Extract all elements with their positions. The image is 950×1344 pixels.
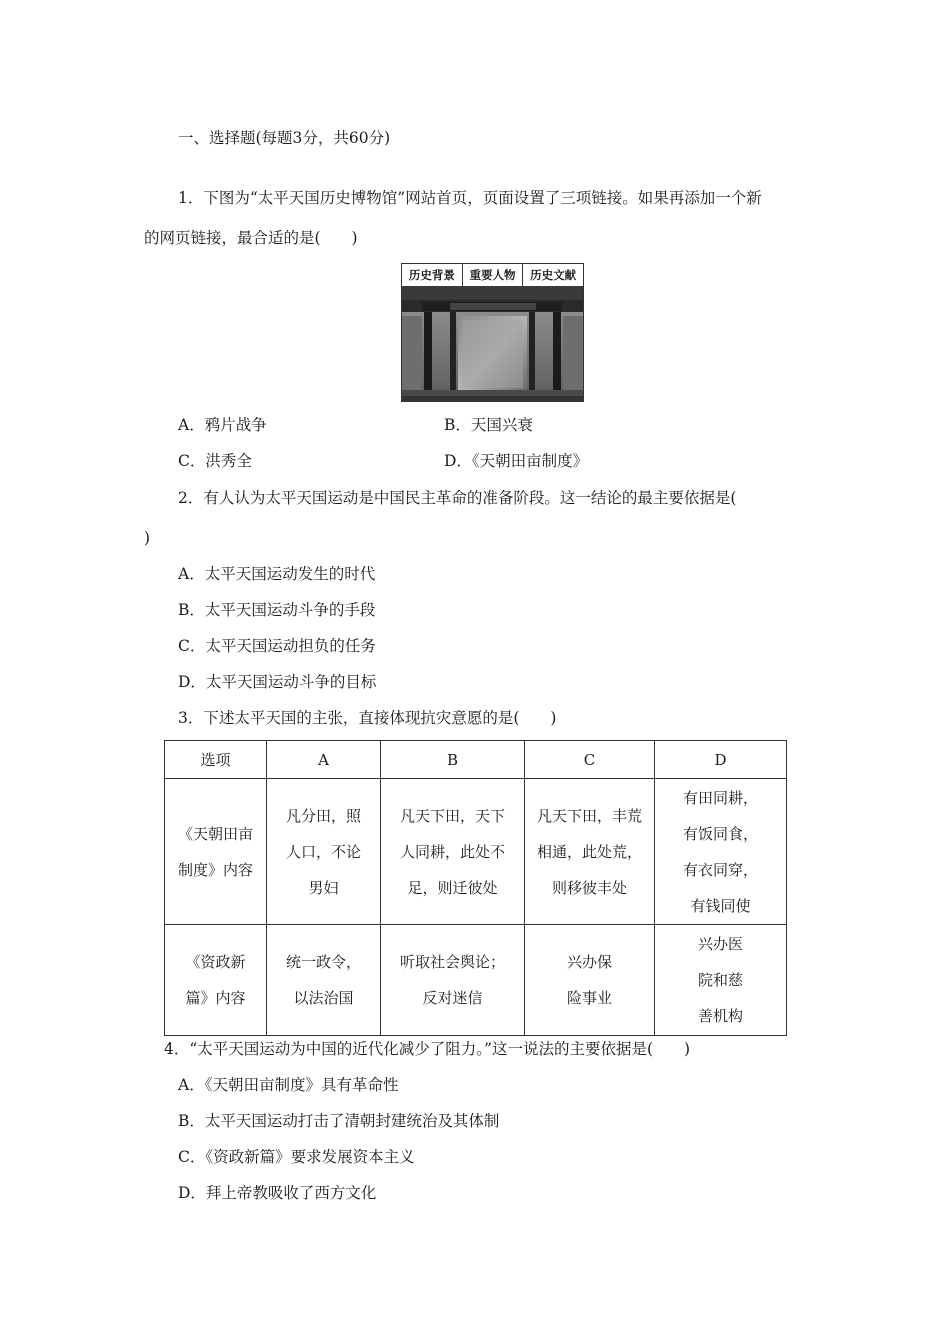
cell-line: 统一政令， (285, 953, 361, 971)
q4-option-a: A．《天朝田亩制度》具有革命性 (178, 1076, 399, 1094)
table-row (165, 925, 787, 1036)
cell-line: 院和慈 (697, 971, 743, 989)
q1-option-a: A．鸦片战争 (178, 416, 267, 434)
q2-option-c: C．太平天国运动担负的任务 (178, 637, 376, 655)
table-cell (525, 779, 655, 925)
header-cell: 选项 (165, 741, 267, 779)
q3-stem: 3．下述太平天国的主张，直接体现抗灾意愿的是( ) (178, 709, 557, 727)
tab-historical-background: 历史背景 (408, 268, 455, 282)
cell-line: 以法治国 (293, 989, 354, 1007)
section-title: 一、选择题(每题3分，共60分) (178, 129, 391, 147)
cell-line: 反对迷信 (422, 989, 483, 1007)
row-label-cell (165, 925, 267, 1036)
q4-stem: 4．“太平天国运动为中国的近代化减少了阻力。”这一说法的主要依据是( ) (164, 1040, 691, 1058)
museum-gate-photo (402, 286, 583, 401)
row-label-cell (165, 779, 267, 925)
cell-line: 凡分田，照 (285, 806, 361, 825)
cell-line: 制度》内容 (177, 860, 253, 879)
cell-line: 兴办医 (697, 935, 743, 953)
table-cell (655, 925, 787, 1036)
q1-option-c: C．洪秀全 (178, 452, 252, 470)
header-cell: D (655, 741, 787, 779)
cell-line: 则移彼丰处 (551, 878, 627, 897)
q4-option-b: B．太平天国运动打击了清朝封建统治及其体制 (178, 1112, 500, 1130)
cell-line: 有田同耕， (682, 788, 758, 807)
q4-option-d: D．拜上帝教吸收了西方文化 (178, 1184, 377, 1202)
table-cell (267, 925, 381, 1036)
header-cell: C (525, 741, 655, 779)
cell-line: 男妇 (308, 878, 339, 897)
cell-line: 善机构 (697, 1007, 743, 1025)
cell-line: 相通，此处荒， (536, 842, 642, 861)
cell-line: 有衣同穿， (682, 860, 758, 879)
q1-option-b: B．天国兴衰 (444, 416, 533, 434)
q2-option-a: A．太平天国运动发生的时代 (178, 565, 376, 583)
table-header-row (165, 741, 787, 779)
q2-option-b: B．太平天国运动斗争的手段 (178, 601, 376, 619)
cell-line: 足，则迁彼处 (407, 878, 498, 897)
website-nav-tabs (402, 264, 583, 287)
table-row (165, 779, 787, 925)
header-cell: A (267, 741, 381, 779)
cell-line: 《天朝田亩 (177, 824, 253, 843)
cell-line: 凡天下田，丰荒 (536, 806, 642, 825)
table-cell (525, 925, 655, 1036)
q3-comparison-table (164, 740, 787, 1036)
q1-stem-line2: 的网页链接，最合适的是( ) (144, 229, 358, 247)
q2-stem-line2: ) (144, 529, 151, 547)
table-cell (267, 779, 381, 925)
cell-line: 篇》内容 (185, 989, 246, 1007)
table-cell (381, 925, 525, 1036)
cell-line: 听取社会舆论； (399, 953, 505, 971)
cell-line: 人口，不论 (285, 842, 361, 861)
table-cell (655, 779, 787, 925)
tab-important-figures: 重要人物 (462, 264, 523, 286)
cell-line: 兴办保 (566, 953, 612, 971)
q2-stem-line1: 2．有人认为太平天国运动是中国民主革命的准备阶段。这一结论的最主要依据是( (178, 489, 737, 507)
q2-option-d: D．太平天国运动斗争的目标 (178, 673, 377, 691)
cell-line: 有钱同使 (690, 896, 751, 915)
cell-line: 有饭同食， (682, 824, 758, 843)
table-cell (381, 779, 525, 925)
cell-line: 《资政新 (185, 953, 246, 971)
q1-stem-line1: 1．下图为“太平天国历史博物馆”网站首页，页面设置了三项链接。如果再添加一个新 (178, 189, 762, 207)
cell-line: 人同耕，此处不 (399, 842, 505, 861)
museum-website-figure (401, 263, 584, 402)
tab-historical-documents: 历史文献 (522, 264, 583, 286)
cell-line: 凡天下田，天下 (399, 806, 505, 825)
header-cell: B (381, 741, 525, 779)
cell-line: 险事业 (566, 989, 612, 1007)
q4-option-c: C．《资政新篇》要求发展资本主义 (178, 1148, 415, 1166)
q1-option-d: D．《天朝田亩制度》 (444, 452, 589, 470)
